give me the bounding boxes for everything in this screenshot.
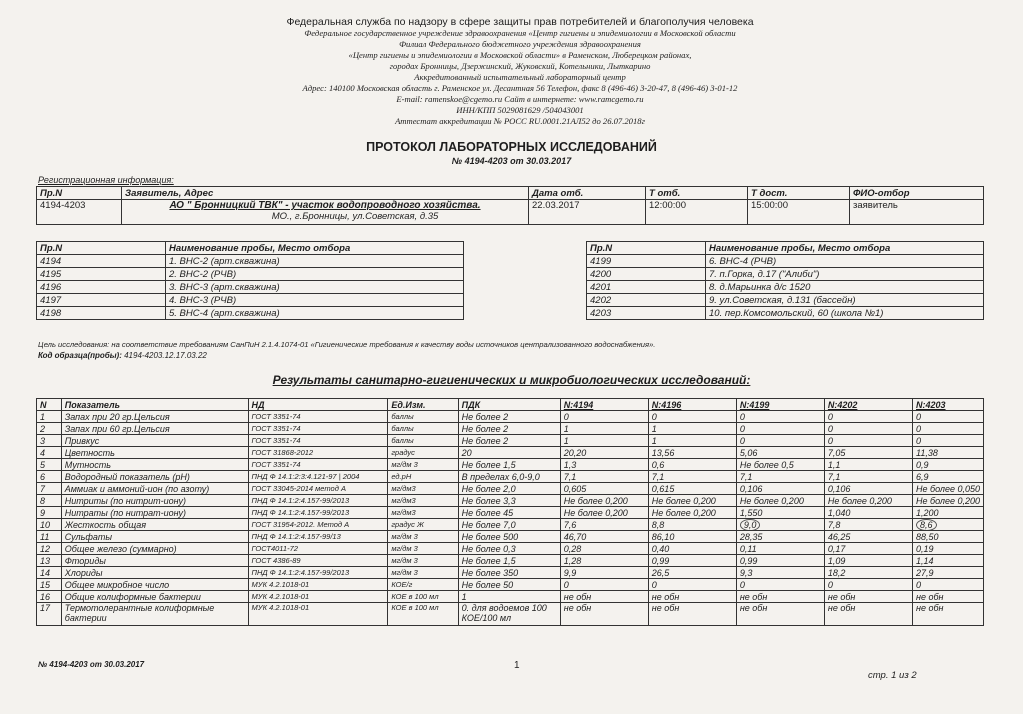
value-4196: 26,5 [648,567,736,579]
value-4203: 0 [913,423,984,435]
footer-protocol-number: № 4194-4203 от 30.03.2017 [38,660,145,669]
indicator: Нитриты (по нитрит-иону) [61,495,248,507]
circled-value: 8,6 [916,519,937,531]
col-header: N:4203 [913,399,984,411]
sample-row [587,294,984,307]
value-4194: 0 [560,579,648,591]
value-4194: 1,3 [560,459,648,471]
sample-number: 4194 [37,255,166,268]
method: ГОСТ 4386-89 [248,555,388,567]
indicator: Фториды [61,555,248,567]
results-title: Результаты санитарно-гигиенических и микробиологических исследований: [272,373,751,387]
unit: мг/дм 3 [388,543,458,555]
indicator: Цветность [61,447,248,459]
col-header: Ед.Изм. [388,399,458,411]
table-row [37,435,984,447]
value-4203: 88,50 [913,531,984,543]
sample-number: 4196 [37,281,166,294]
table-row [37,579,984,591]
sample-name: 5. ВНС-4 (арт.скважина) [166,307,464,320]
col-header: Пр.N [37,242,166,255]
limit: Не более 1,5 [458,555,560,567]
indicator: Общие колиформные бактерии [61,591,248,603]
header-line: Федеральное государственное учреждение здравоохранения «Центр гигиены и эпидемиологии в Московской области [304,28,736,38]
results-table [36,398,984,626]
sample-row [587,307,984,320]
value-4199: Не более 0,200 [736,495,824,507]
table-row [37,411,984,423]
sample-name: 3. ВНС-3 (арт.скважина) [166,281,464,294]
header-line: «Центр гигиены и эпидемиологии в Московской области» в Раменском, Люберецком районах, [348,50,692,60]
col-header: Пр.N [587,242,706,255]
value-4194: Не более 0,200 [560,495,648,507]
limit: В пределах 6,0-9,0 [458,471,560,483]
value-4196: 8,8 [648,519,736,531]
limit: 0. для водоемов 100 КОЕ/100 мл [458,603,560,626]
sample-name: 8. д.Марьинка д/с 1520 [706,281,984,294]
table-row [37,471,984,483]
unit: мг/дм3 [388,495,458,507]
method: ПНД Ф 14.1:2:4.157-99/13 [248,531,388,543]
value-4199: 0 [736,423,824,435]
method: ГОСТ 31954-2012. Метод А [248,519,388,531]
value-4203: 1,14 [913,555,984,567]
row-number: 6 [37,471,62,483]
limit: Не более 2,0 [458,483,560,495]
row-number: 15 [37,579,62,591]
indicator: Общее микробное число [61,579,248,591]
indicator: Запах при 60 гр.Цельсия [61,423,248,435]
value-4194: 20,20 [560,447,648,459]
value-4196: 13,56 [648,447,736,459]
limit: Не более 3,3 [458,495,560,507]
unit: мг/дм3 [388,483,458,495]
limit: Не более 1,5 [458,459,560,471]
value-4196: не обн [648,591,736,603]
sample-name: 7. п.Горка, д.17 ("Алиби") [706,268,984,281]
research-purpose: Цель исследования: на соответствие требованиям СанПиН 2.1.4.1074-01 «Гигиенические требования к качеству воды источников централизованного водоснабжения». [38,340,656,349]
value-4202: 0 [824,423,912,435]
reg-applicant [122,200,529,225]
value-4199: не обн [736,603,824,626]
header-line: Адрес: 140100 Московская область г. Раменское ул. Десантная 56 Телефон, факс 8 (496-46) 3-20-47, 8 (496-46) 3-01-12 [302,83,738,93]
row-number: 7 [37,483,62,495]
row-number: 10 [37,519,62,531]
unit: мг/дм3 [388,507,458,519]
limit: 20 [458,447,560,459]
value-4194: 0,28 [560,543,648,555]
value-4196: 0 [648,579,736,591]
unit: КОЕ в 100 мл [388,603,458,626]
value-4196: 1 [648,423,736,435]
value-4199: 5,06 [736,447,824,459]
samples-header-row [587,242,984,255]
value-4199: 0 [736,579,824,591]
samples-table-right [586,241,984,320]
table-row [37,543,984,555]
value-4196: 0,615 [648,483,736,495]
col-header: N [37,399,62,411]
row-number: 17 [37,603,62,626]
unit: градус Ж [388,519,458,531]
method: ГОСТ 3351-74 [248,411,388,423]
unit: мг/дм 3 [388,531,458,543]
registration-header-row [37,187,984,200]
value-4194: 0 [560,411,648,423]
row-number: 16 [37,591,62,603]
method: ПНД Ф 14.1:2:4.157-99/2013 [248,495,388,507]
indicator: Нитраты (по нитрат-иону) [61,507,248,519]
method: ПНД Ф 14.1:2:4.157-99/2013 [248,507,388,519]
sample-name: 4. ВНС-3 (РЧВ) [166,294,464,307]
value-4194: 1 [560,423,648,435]
limit: 1 [458,591,560,603]
registration-table [36,186,984,225]
sample-name: 9. ул.Советская, д.131 (бассейн) [706,294,984,307]
value-4194: не обн [560,591,648,603]
sample-row [37,268,464,281]
value-4194: 0,605 [560,483,648,495]
header-line: городах Бронницы, Дзержинский, Жуковский, Котельники, Лыткарино [389,61,651,71]
value-4199 [736,519,824,531]
table-row [37,447,984,459]
value-4196: Не более 0,200 [648,507,736,519]
sample-row [587,255,984,268]
col-header: Наименование пробы, Место отбора [706,242,984,255]
unit: баллы [388,423,458,435]
sample-name: 10. пер.Комсомольский, 60 (школа №1) [706,307,984,320]
registration-label: Регистрационная информация: [38,175,174,185]
table-row [37,519,984,531]
method: ГОСТ 31868-2012 [248,447,388,459]
method: ГОСТ 33045-2014 метод А [248,483,388,495]
sample-row [37,255,464,268]
col-header: ФИО-отбор [850,187,984,200]
sample-number: 4203 [587,307,706,320]
table-row [37,495,984,507]
limit: Не более 7,0 [458,519,560,531]
sample-number: 4199 [587,255,706,268]
value-4196: 86,10 [648,531,736,543]
indicator: Водородный показатель (pH) [61,471,248,483]
value-4203: 27,9 [913,567,984,579]
value-4202: 1,040 [824,507,912,519]
value-4202: 46,25 [824,531,912,543]
col-header: N:4194 [560,399,648,411]
limit: Не более 2 [458,423,560,435]
value-4194: 9,9 [560,567,648,579]
limit: Не более 45 [458,507,560,519]
reg-date: 22.03.2017 [529,200,646,225]
value-4203: 0,9 [913,459,984,471]
value-4199: 1,550 [736,507,824,519]
col-header: Т дост. [748,187,850,200]
value-4203: не обн [913,603,984,626]
reg-applicant-address: МО., г.Бронницы, ул.Советская, д.35 [271,211,439,222]
method: МУК 4.2.1018-01 [248,591,388,603]
reg-applicant-name: АО " Бронницкий ТВК" - участок водопроводного хозяйства. [169,200,481,211]
footer-mark: 1 [514,660,520,671]
value-4203: 0,19 [913,543,984,555]
sample-code [38,351,207,360]
value-4203 [913,519,984,531]
header-line: E-mail: ramenskoe@cgemo.ru Сайт в интернете: www.ramcgemo.ru [396,94,644,104]
value-4196: Не более 0,200 [648,495,736,507]
row-number: 5 [37,459,62,471]
header-line: ИНН/КПП 5029081629 /504043001 [456,105,584,115]
col-header: Т отб. [646,187,748,200]
value-4194: 46,70 [560,531,648,543]
value-4196: 7,1 [648,471,736,483]
indicator: Хлориды [61,567,248,579]
unit: баллы [388,435,458,447]
table-row [37,507,984,519]
value-4199: 0 [736,411,824,423]
unit: баллы [388,411,458,423]
method: ГОСТ 3351-74 [248,459,388,471]
value-4203: 11,38 [913,447,984,459]
col-header: Заявитель, Адрес [122,187,529,200]
sample-row [587,281,984,294]
row-number: 2 [37,423,62,435]
row-number: 14 [37,567,62,579]
value-4196: 0,40 [648,543,736,555]
limit: Не более 50 [458,579,560,591]
method: МУК 4.2.1018-01 [248,603,388,626]
row-number: 8 [37,495,62,507]
col-header: N:4202 [824,399,912,411]
indicator: Запах при 20 гр.Цельсия [61,411,248,423]
limit: Не более 350 [458,567,560,579]
indicator: Привкус [61,435,248,447]
value-4196: не обн [648,603,736,626]
sample-row [37,307,464,320]
header-line: Филиал Федерального бюджетного учреждения здравоохранения [399,39,641,49]
col-header: Показатель [61,399,248,411]
value-4202: 0,106 [824,483,912,495]
value-4202: 0 [824,411,912,423]
method: ГОСТ 3351-74 [248,423,388,435]
value-4202: 7,8 [824,519,912,531]
value-4202: 0 [824,579,912,591]
col-header: Дата отб. [529,187,646,200]
results-header-row [37,399,984,411]
sample-row [37,281,464,294]
row-number: 9 [37,507,62,519]
value-4194: Не более 0,200 [560,507,648,519]
col-header: N:4196 [648,399,736,411]
unit: КОЕ/г [388,579,458,591]
value-4203: 6,9 [913,471,984,483]
value-4194: 1 [560,435,648,447]
indicator: Аммиак и аммоний-ион (по азоту) [61,483,248,495]
value-4199: 28,35 [736,531,824,543]
table-row [37,459,984,471]
value-4202: 1,09 [824,555,912,567]
indicator: Общее железо (суммарно) [61,543,248,555]
value-4203: 0 [913,411,984,423]
sample-number: 4202 [587,294,706,307]
col-header: Наименование пробы, Место отбора [166,242,464,255]
unit: КОЕ в 100 мл [388,591,458,603]
value-4202: 18,2 [824,567,912,579]
protocol-title: ПРОТОКОЛ ЛАБОРАТОРНЫХ ИССЛЕДОВАНИЙ [366,140,657,154]
reg-t-sample: 12:00:00 [646,200,748,225]
unit: градус [388,447,458,459]
value-4202: не обн [824,591,912,603]
limit: Не более 2 [458,411,560,423]
method: МУК 4.2.1018-01 [248,579,388,591]
unit: мг/дм 3 [388,459,458,471]
sample-code-label: Код образца(пробы): [38,351,122,360]
value-4202: 0,17 [824,543,912,555]
circled-value: 9,0 [740,519,761,531]
sample-row [587,268,984,281]
indicator: Термотолерантные колиформные бактерии [61,603,248,626]
value-4202: 1,1 [824,459,912,471]
value-4199: 0,11 [736,543,824,555]
col-header: N:4199 [736,399,824,411]
value-4199: 9,3 [736,567,824,579]
col-header: ПДК [458,399,560,411]
row-number: 3 [37,435,62,447]
value-4203: Не более 0,200 [913,495,984,507]
value-4194: 7,1 [560,471,648,483]
value-4203: 0 [913,579,984,591]
value-4203: не обн [913,591,984,603]
limit: Не более 2 [458,435,560,447]
value-4199: 0,106 [736,483,824,495]
value-4203: Не более 0,050 [913,483,984,495]
value-4202: Не более 0,200 [824,495,912,507]
samples-header-row [37,242,464,255]
header-line: Федеральная служба по надзору в сфере защиты прав потребителей и благополучия человека [286,16,754,28]
method: ГОСТ 3351-74 [248,435,388,447]
row-number: 1 [37,411,62,423]
value-4196: 0 [648,411,736,423]
value-4203: 1,200 [913,507,984,519]
samples-table-left [36,241,464,320]
row-number: 11 [37,531,62,543]
value-4196: 1 [648,435,736,447]
value-4199: Не более 0,5 [736,459,824,471]
table-row [37,603,984,626]
sample-code-value: 4194-4203.12.17.03.22 [124,351,207,360]
row-number: 4 [37,447,62,459]
sample-number: 4198 [37,307,166,320]
value-4203: 0 [913,435,984,447]
table-row [37,591,984,603]
unit: мг/дм 3 [388,555,458,567]
document-header [250,16,790,127]
col-header: НД [248,399,388,411]
protocol-subtitle: № 4194-4203 от 30.03.2017 [451,156,572,166]
method: ПНД Ф 14.1:2:4.157-99/2013 [248,567,388,579]
value-4202: 7,05 [824,447,912,459]
method: ПНД Ф 14.1:2:3:4.121-97 | 2004 [248,471,388,483]
sample-name: 2. ВНС-2 (РЧВ) [166,268,464,281]
value-4199: 7,1 [736,471,824,483]
registration-row [37,200,984,225]
value-4194: не обн [560,603,648,626]
indicator: Жесткость общая [61,519,248,531]
unit: мг/дм 3 [388,567,458,579]
reg-fio: заявитель [850,200,984,225]
value-4196: 0,6 [648,459,736,471]
table-row [37,555,984,567]
indicator: Мутность [61,459,248,471]
row-number: 12 [37,543,62,555]
page-number: стр. 1 из 2 [868,670,917,681]
limit: Не более 0,3 [458,543,560,555]
table-row [37,531,984,543]
reg-t-deliver: 15:00:00 [748,200,850,225]
sample-number: 4197 [37,294,166,307]
value-4194: 7,6 [560,519,648,531]
sample-row [37,294,464,307]
table-row [37,423,984,435]
header-line: Аккредитованный испытательный лабораторный центр [414,72,626,82]
value-4202: 7,1 [824,471,912,483]
sample-number: 4200 [587,268,706,281]
table-row [37,483,984,495]
unit: ед.pH [388,471,458,483]
col-header: Пр.N [37,187,122,200]
sample-number: 4201 [587,281,706,294]
table-row [37,567,984,579]
value-4196: 0,99 [648,555,736,567]
value-4194: 1,28 [560,555,648,567]
value-4199: 0 [736,435,824,447]
value-4199: 0,99 [736,555,824,567]
value-4202: 0 [824,435,912,447]
value-4199: не обн [736,591,824,603]
method: ГОСТ4011-72 [248,543,388,555]
indicator: Сульфаты [61,531,248,543]
header-line: Аттестат аккредитации № РОСС RU.0001.21АЛ52 до 26.07.2018г [395,116,645,126]
value-4202: не обн [824,603,912,626]
sample-name: 1. ВНС-2 (арт.скважина) [166,255,464,268]
reg-pr: 4194-4203 [37,200,122,225]
sample-name: 6. ВНС-4 (РЧВ) [706,255,984,268]
sample-number: 4195 [37,268,166,281]
row-number: 13 [37,555,62,567]
limit: Не более 500 [458,531,560,543]
